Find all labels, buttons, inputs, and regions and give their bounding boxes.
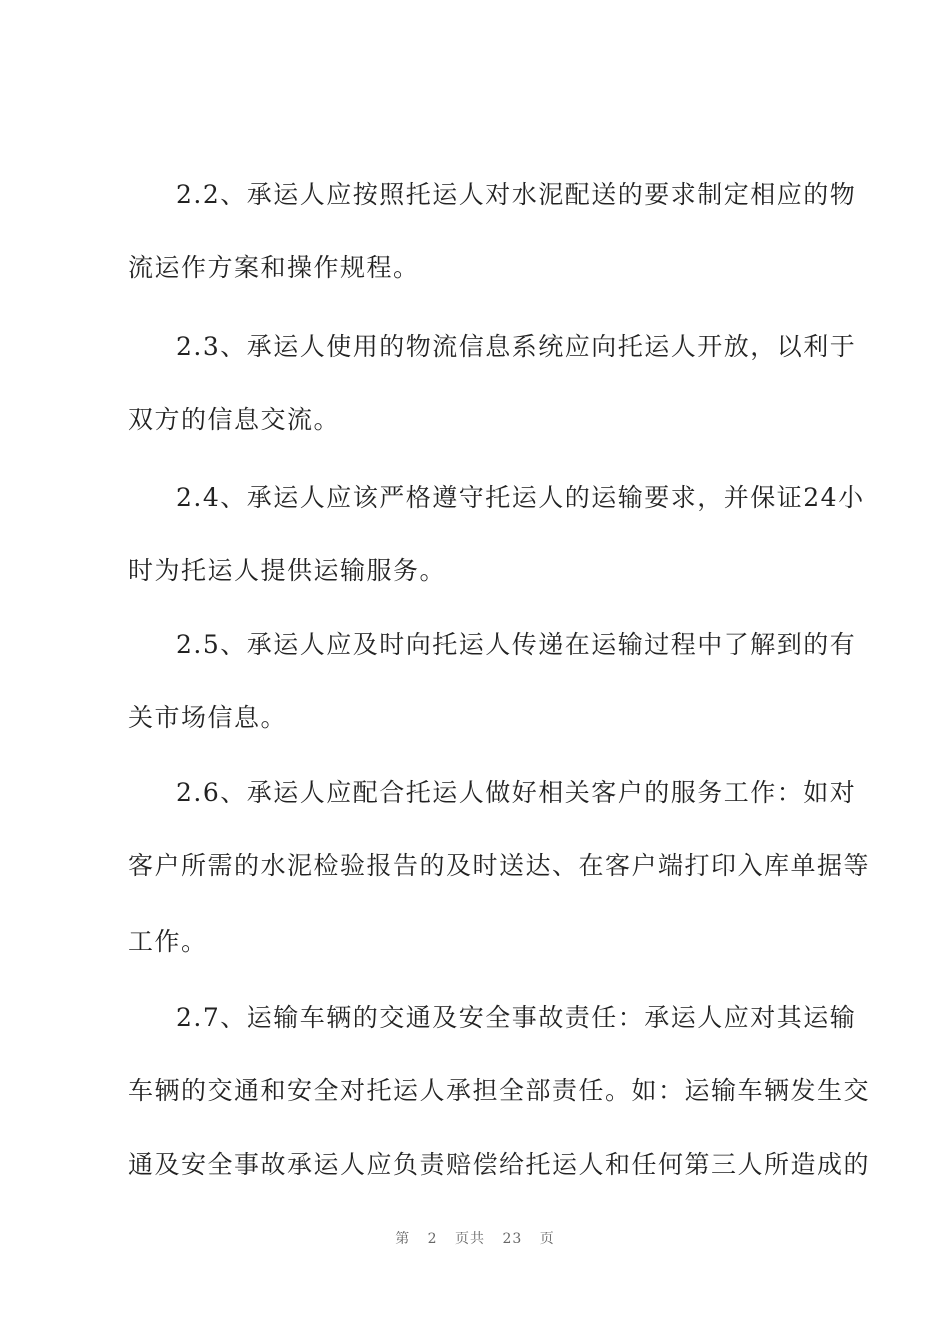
paragraph-line: 2.7、运输车辆的交通及安全事故责任：承运人应对其运输 (176, 1003, 857, 1032)
footer-page-number: 2 (427, 1231, 438, 1247)
paragraph-line: 客户所需的水泥检验报告的及时送达、在客户端打印入库单据等 (128, 851, 871, 880)
footer-prefix: 第 (395, 1231, 411, 1247)
footer-suffix: 页 (539, 1231, 555, 1247)
paragraph-line: 2.3、承运人使用的物流信息系统应向托运人开放，以利于 (176, 332, 857, 361)
paragraph-line: 2.5、承运人应及时向托运人传递在运输过程中了解到的有 (176, 630, 857, 659)
paragraph-line: 关市场信息。 (128, 703, 288, 732)
paragraph-line: 2.2、承运人应按照托运人对水泥配送的要求制定相应的物 (176, 180, 857, 209)
footer-total-pages: 23 (502, 1231, 523, 1247)
paragraph-line: 通及安全事故承运人应负责赔偿给托运人和任何第三人所造成的 (128, 1150, 871, 1179)
paragraph-line: 流运作方案和操作规程。 (128, 253, 420, 282)
paragraph-line: 工作。 (128, 927, 208, 956)
paragraph-line: 2.4、承运人应该严格遵守托运人的运输要求，并保证24小 (176, 483, 865, 512)
paragraph-line: 双方的信息交流。 (128, 405, 341, 434)
paragraph-line: 时为托运人提供运输服务。 (128, 556, 447, 585)
paragraph-line: 车辆的交通和安全对托运人承担全部责任。如：运输车辆发生交 (128, 1076, 871, 1105)
page-footer (0, 1228, 950, 1248)
footer-middle: 页共 (455, 1231, 486, 1247)
paragraph-line: 2.6、承运人应配合托运人做好相关客户的服务工作：如对 (176, 778, 857, 807)
